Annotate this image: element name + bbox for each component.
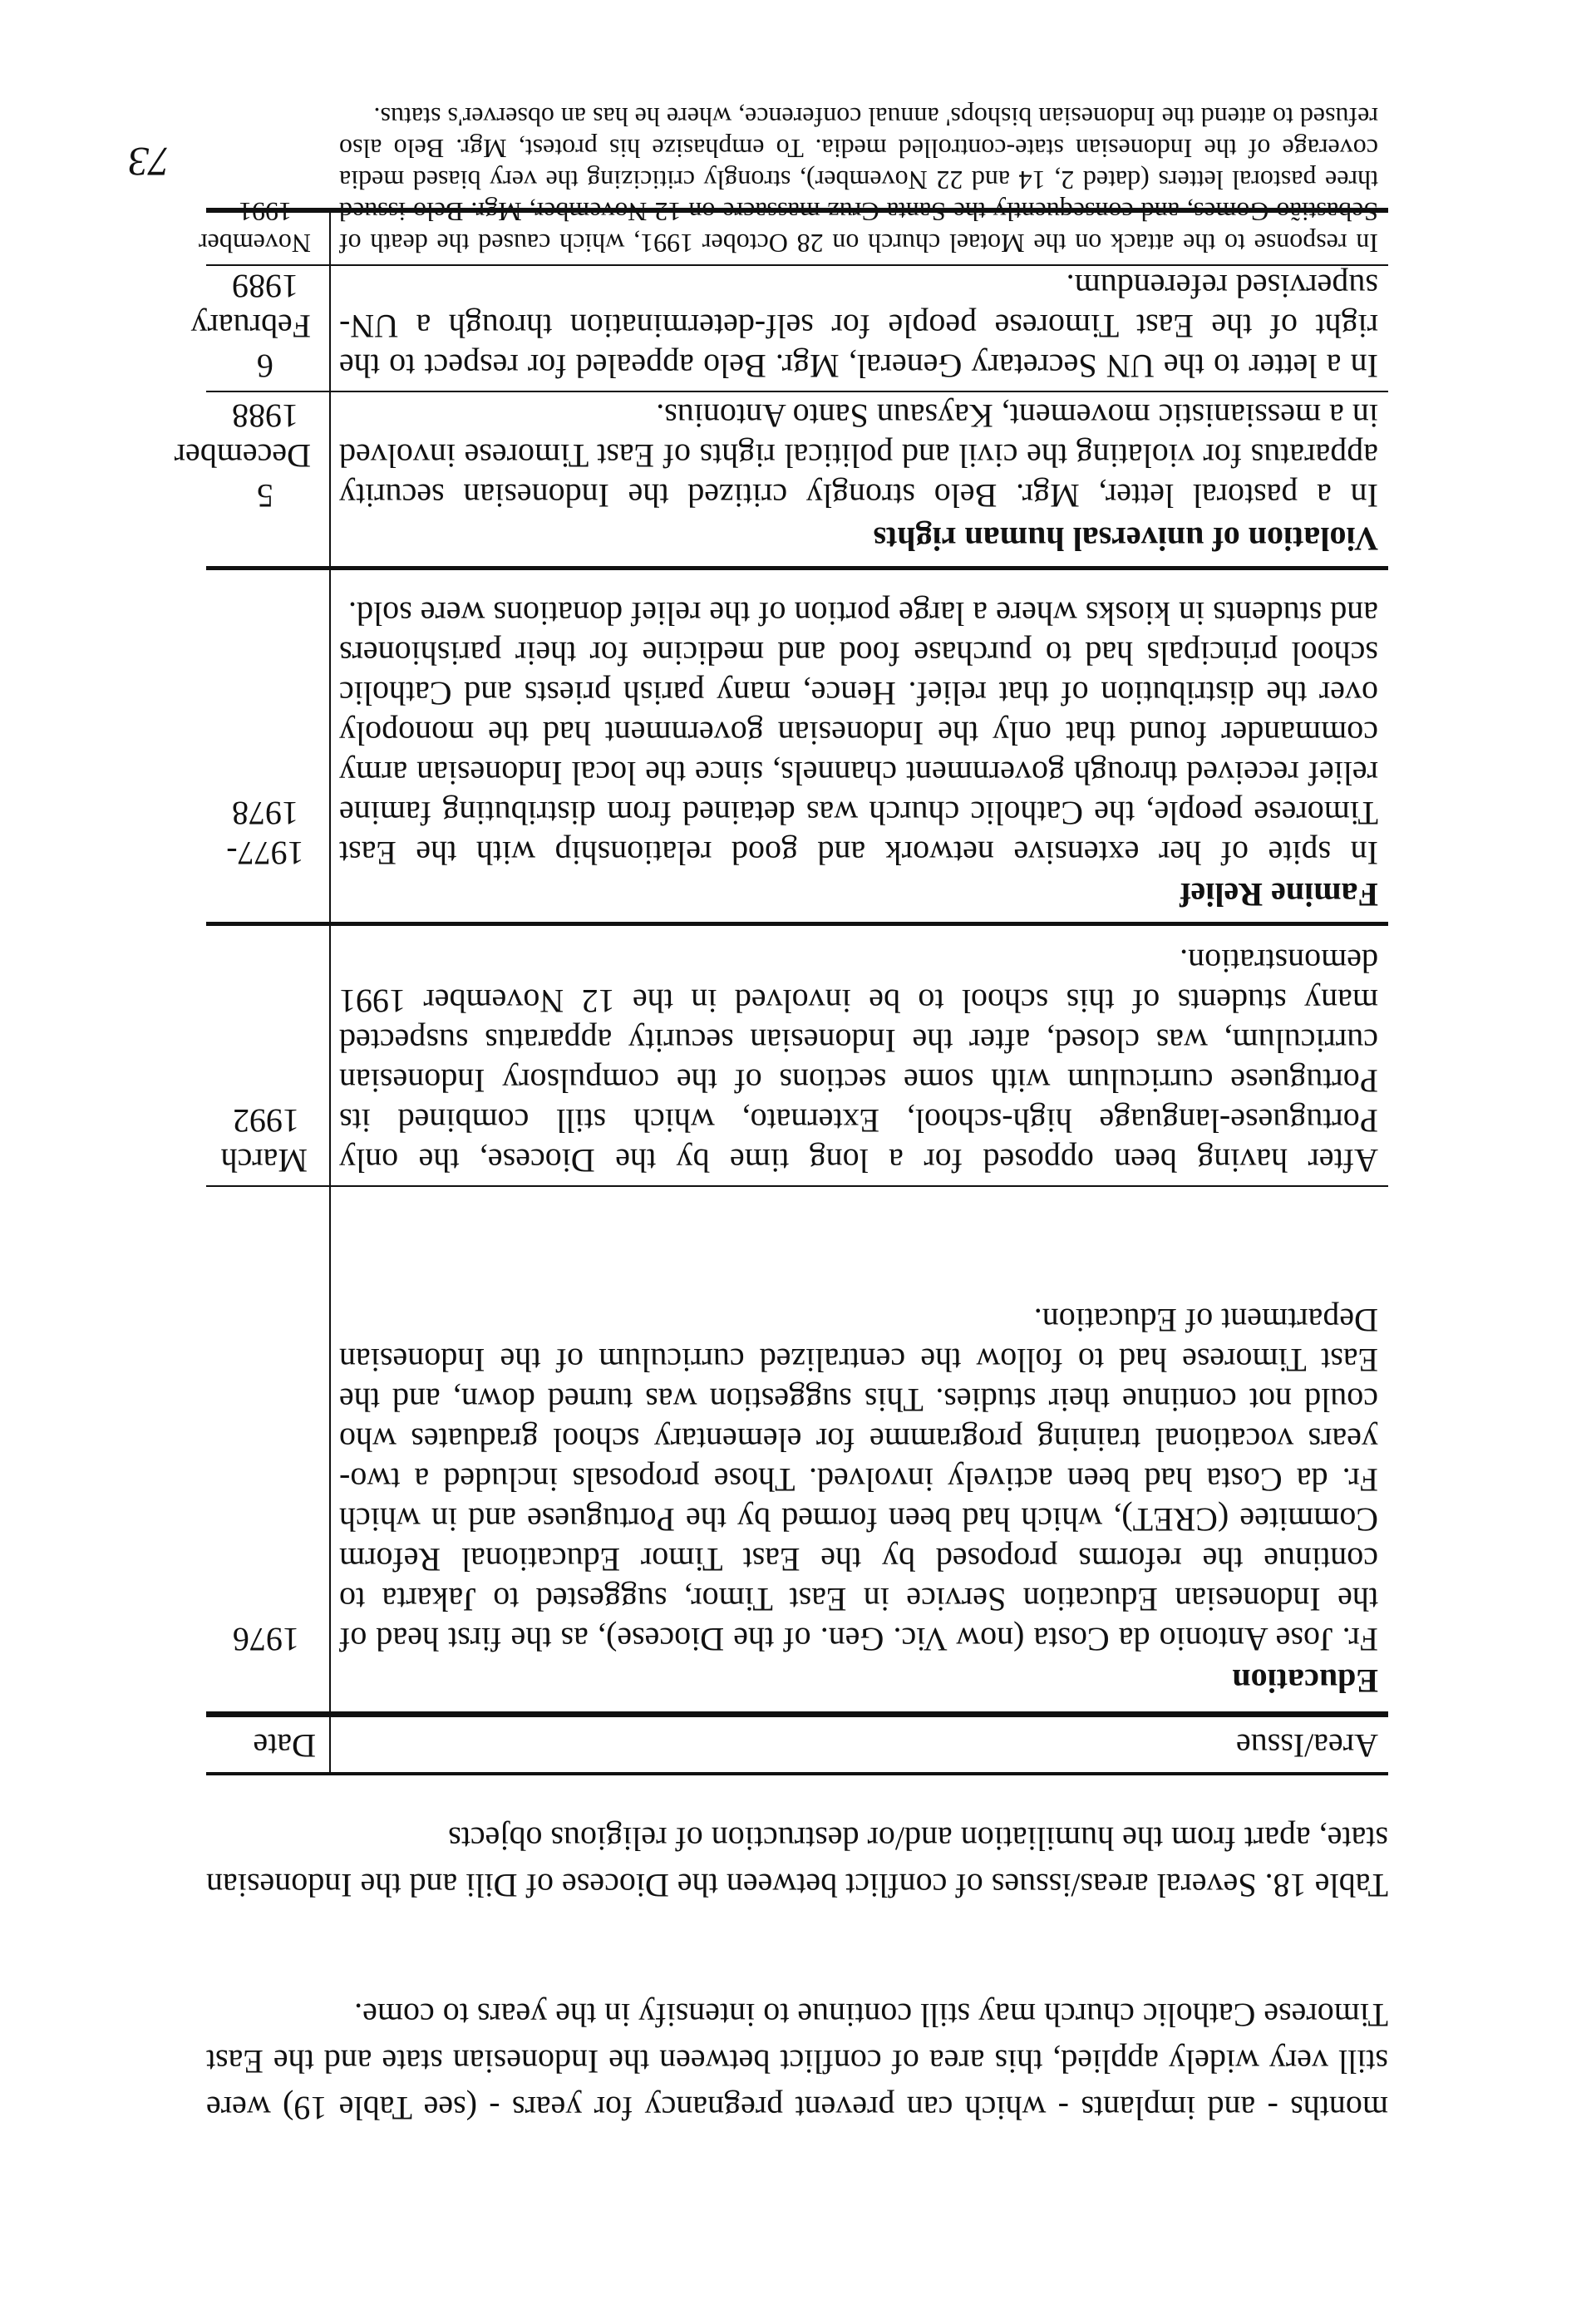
table-row-text: In response to the attack on the Motael church on 28 October 1991, which caused the death of three pastoral letters (dated 2, 14 and 22 November), strongly criticizing the very biased media coverage of the Indonesian state-controlled media. To emphasize his protest, Mgr. Belo also refused to attend the Indonesian bishops' annual conference, where he has an observer's status.	[339, 102, 1378, 258]
table-row-text: In a letter to the UN Secretary General, Mgr. Belo appealed for respect to the right of the East Timorese people for self-determination through a UN-supervised referendum.	[339, 268, 1378, 385]
page-number: 73	[128, 139, 170, 185]
column-header-area: Area/Issue	[1235, 1727, 1378, 1765]
column-divider	[329, 208, 331, 1775]
table-row-date: 1976	[233, 1621, 299, 1658]
table-row-date: 6 February 1989	[190, 268, 311, 385]
column-header-date: Date	[253, 1727, 316, 1765]
table-row-text: Fr. Jose Antonio da Costa (now Vic. Gen. of the Diocese), as the first head of the Indonesian Education Service in East Timor, suggested to Jakarta to continue the reforms proposed by the East Timor Educational Reform Commitee (CRET), which had been formed by the Portuguese and in which Fr. da Costa had been actively involved. Those proposals included a two-years vocational training programme for elementary school graduates who could not continue their studies. This suggestion was turned down, and the East Timorese had to follow the centralized curriculum of the Indonesian Department of Education.	[339, 1302, 1378, 1658]
intro-paragraph: months - and implants - which can prevent pregnancy for years - (see Table 19) were still very widely applied, this area of conflict between the Indonesian state and the East Timorese Catholic church may still continue to intensify in the years to come.	[206, 1996, 1388, 2127]
conflict-table	[174, 102, 1388, 1775]
section-rule	[206, 922, 1388, 926]
row-rule	[206, 1185, 1388, 1187]
header-rule	[206, 1711, 1388, 1717]
section-heading-education: Education	[1232, 1662, 1378, 1700]
table-row-date: March 1992	[220, 1102, 308, 1179]
table-caption: Table 18. Several areas/issues of conflict between the Diocese of Dili and the Indonesian state, apart from the humiliation and/or destruction of religious objects	[206, 1820, 1388, 1904]
table-bottom-rule	[206, 208, 1388, 213]
table-top-rule	[206, 1772, 1388, 1775]
table-row-date: November	[198, 229, 311, 258]
section-heading-famine-relief: Famine Relief	[1180, 876, 1378, 913]
row-rule	[206, 264, 1388, 266]
table-row-date: 5 December 1988	[174, 397, 311, 514]
table-row-text: In spite of her extensive network and good relationship with the East Timorese people, the Catholic church was detained from distributing famine relief received through government channels, since the local Indonesian army commander found that only the Indonesian government had the monopoly over the distribution of that relief. Hence, many parish priests and Catholic school principals had to purchase food and medicine for their parishioners and students in kiosks where a large portion of the relief donations were sold.	[339, 595, 1378, 872]
row-rule	[206, 391, 1388, 392]
table-row-text: In a pastoral letter, Mgr. Belo strongly critized the Indonesian security apparatus for violating the civil and political rights of East Timorese involved in a messianistic movement, Kaysaun Santo Antonius.	[339, 397, 1378, 514]
table-row-date: 1977-1978	[226, 795, 304, 872]
table-row-text: After having been opposed for a long time by the Diocese, the only Portuguese-language high-school, Externato, which still combined its Portuguese curriculum with some sections of the compulsory Indonesian curriculum, was closed, after the Indonesian security apparatus suspected many students of this school to be involved in the 12 November 1991 demonstration.	[339, 943, 1378, 1179]
section-rule	[206, 566, 1388, 570]
section-heading-human-rights: Violation of universal human rights	[873, 520, 1378, 558]
